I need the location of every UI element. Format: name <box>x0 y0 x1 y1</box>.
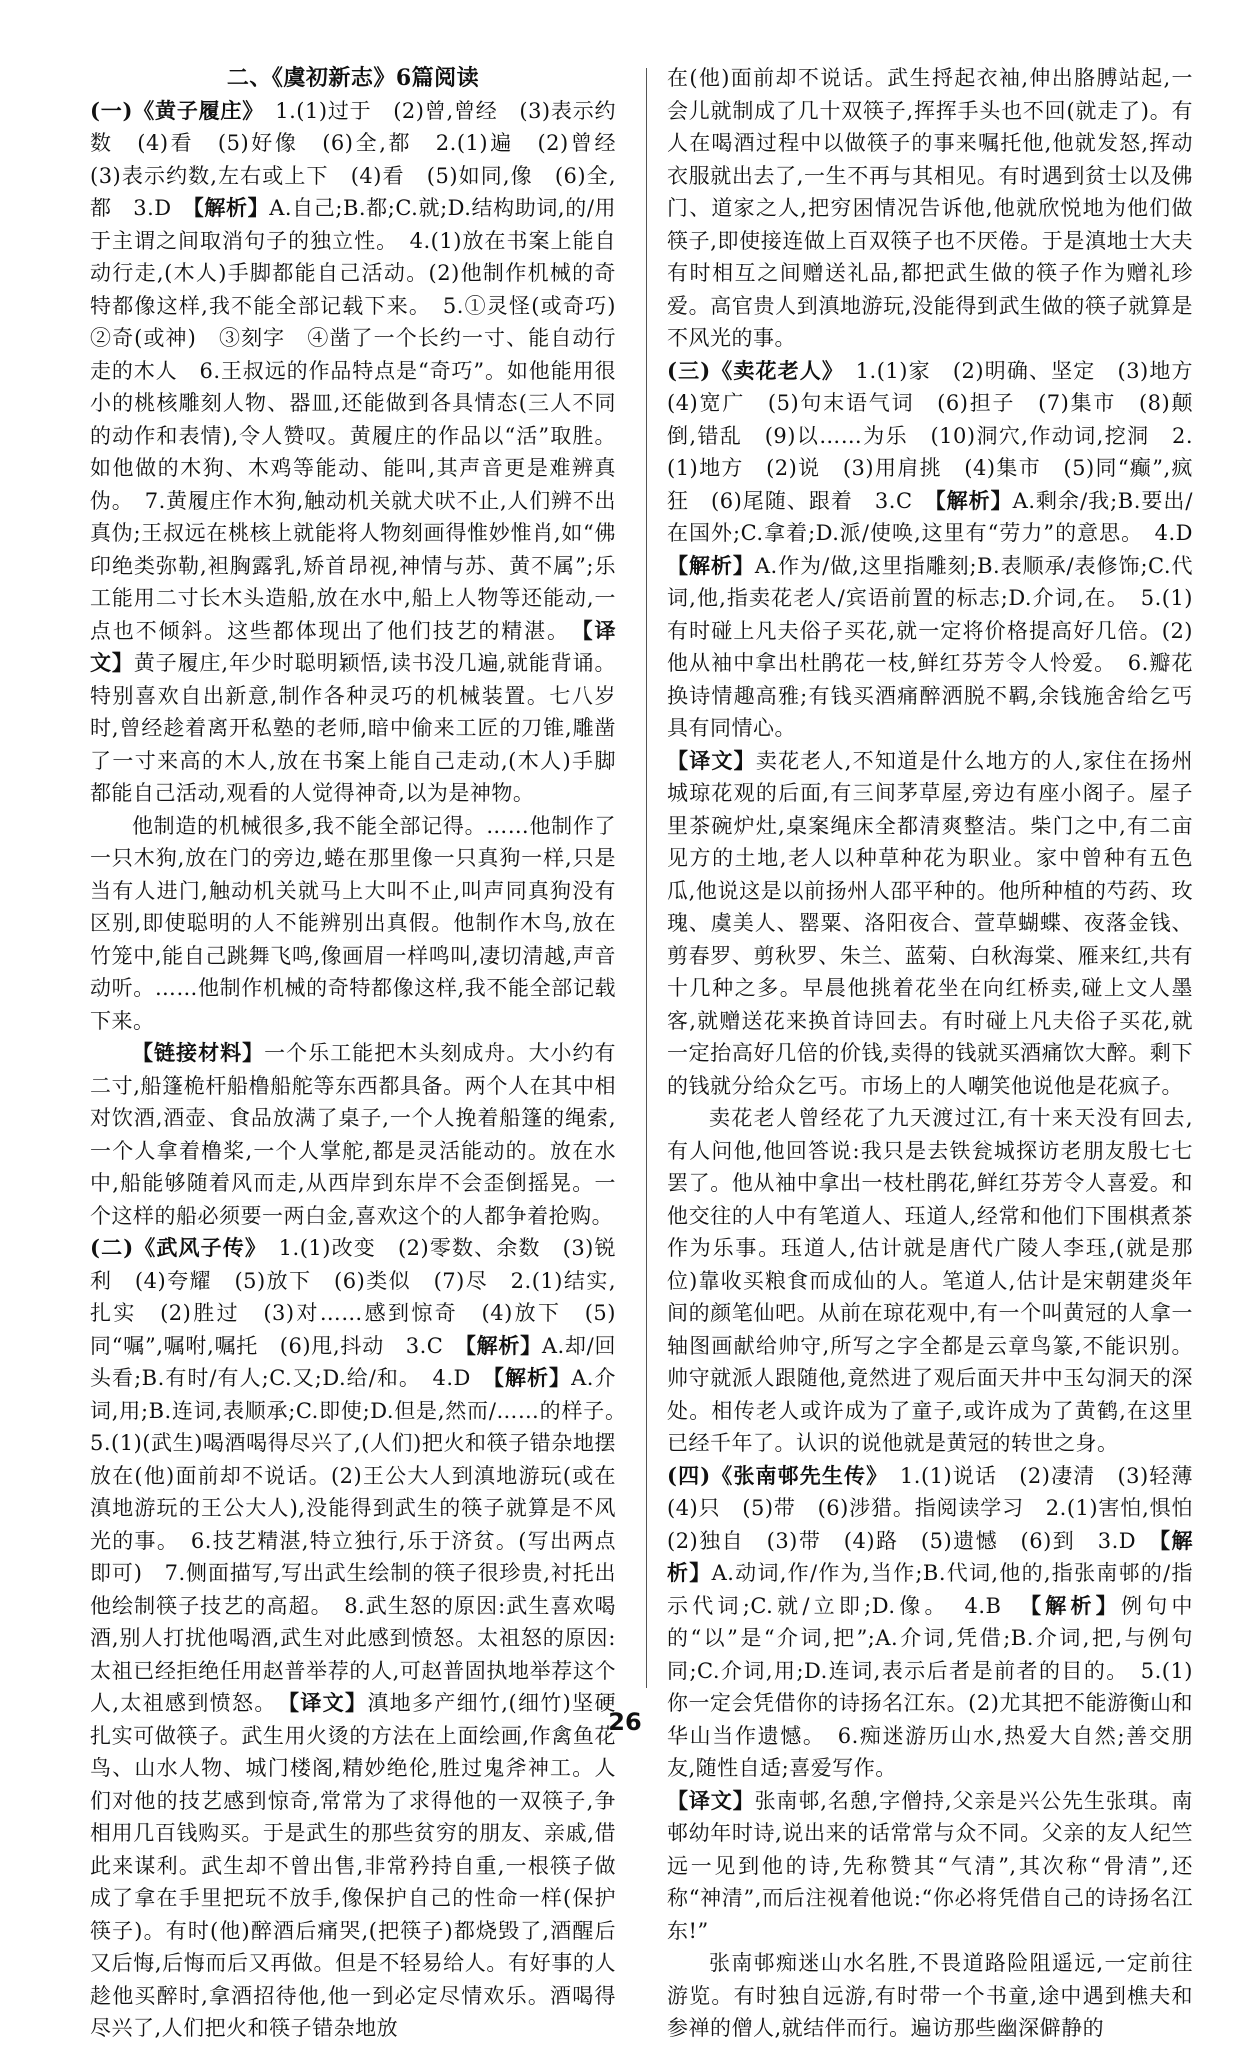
page-number: 26 <box>608 1708 642 1736</box>
text-run: 卖花老人,不知道是什么地方的人,家住在扬州城琼花观的后面,有三间茅草屋,旁边有座小阁子。屋子里茶碗炉灶,桌案绳床全都清爽整洁。柴门之中,有二亩见方的土地,老人以种草种花为职业。家中曾种有五色瓜,他说这是以前扬州人邵平种的。他所种植的芍药、玫瑰、虞美人、罂粟、洛阳夜合、萱草蝴蝶、夜落金钱、剪春罗、剪秋罗、朱兰、蓝菊、白秋海棠、雁来红,共有十几种之多。早晨他挑着花坐在向红桥卖,碰上文人墨客,就赠送花来换首诗回去。有时碰上凡夫俗子买花,就一定抬高好几倍的价钱,卖得的钱就买酒痛饮大醉。剩下的钱就分给众乞丐。市场上的人嘲笑他说他是花疯子。 <box>667 748 1193 1098</box>
bold-label: (四)《张南邨先生传》 <box>667 1462 878 1488</box>
right-column <box>667 62 1215 2045</box>
bold-label: 【解析】 <box>935 487 1013 513</box>
text-run: 例句中的“以”是“介词,把”;A.介词,凭借;B.介词,把,与例句同;C.介词,用;D.连词,表示后者是前者的目的。 5.(1)你一定会凭借你的诗扬名江东。(2)尤其把不能游衡山和华山当作遗憾。 6.痴迷游历山水,热爱大自然;善交朋友,随性自适;喜爱写作。 <box>667 1593 1194 1780</box>
text-run: A.作为/做,这里指雕刻;B.表顺承/表修饰;C.代词,他,指卖花老人/宾语前置的标志;D.介词,在。 5.(1)有时碰上凡夫俗子买花,就一定将价格提高好几倍。(2)他从袖中拿出杜鹃花一枝,鲜红芬芳令人怜爱。 6.瓣花换诗情趣高雅;有钱买酒痛醉洒脱不羁,余钱施舍给乞丐具有同情心。 <box>667 553 1194 740</box>
bold-label: 【解析】 <box>667 552 755 578</box>
text-run: A.介词,用;B.连词,表顺承;C.即使;D.但是,然而/……的样子。 5.(1)(武生)喝酒喝得尽兴了,(人们)把火和筷子错杂地摆放在(他)面前却不说话。(2)王公大人到滇地游玩(或在滇地游玩的王公大人),没能得到武生的筷子就算是不风光的事。 6.技艺精湛,特立独行,乐于济贫。(写出两点即可) 7.侧面描写,写出武生绘制的筷子很珍贵,衬托出他绘制筷子技艺的高超。 8.武生怒的原因:武生喜欢喝酒,别人打扰他喝酒,武生对此感到愤怒。太祖怒的原因:太祖已经拒绝任用赵普举荐的人,可赵普固执地举荐这个人,太祖感到愤怒。 <box>90 1366 638 1715</box>
column-divider <box>646 68 647 1688</box>
bold-label: 【解析】 <box>493 1365 572 1390</box>
paragraph-zhang-translation-2: 张南邨痴迷山水名胜,不畏道路险阻遥远,一定前往游览。有时独自远游,有时带一个书童,途中遇到樵夫和参禅的僧人,就结伴而行。遍访那些幽深僻静的 <box>667 1951 1193 2040</box>
section-title: 二、《虞初新志》6篇阅读 <box>226 65 480 91</box>
text-run: 1.(1)改变 (2)零数、余数 (3)锐利 (4)夸耀 (5)放下 (6)类似 (7)尽 2.(1)结实,扎实 (2)胜过 (3)对……感到惊奇 (4)放下 (5)同“嘱”,嘱咐,嘱托 (6)甩,抖动 3.C <box>90 1236 617 1358</box>
text-run: 黄子履庄,年少时聪明颖悟,读书没几遍,就能背诵。特别喜欢自出新意,制作各种灵巧的机械装置。七八岁时,曾经趁着离开私塾的老师,暗中偷来工匠的刀锥,雕凿了一寸来高的木人,放在书案上能自己走动,(木人)手脚都能自己活动,观看的人觉得神奇,以为是神物。 <box>90 651 617 805</box>
text-run: 1.(1)说话 (2)凄清 (3)轻薄 (4)只 (5)带 (6)涉猎。指阅读学习 2.(1)害怕,惧怕 (2)独自 (3)带 (4)路 (5)遗憾 (6)到 3.D <box>667 1463 1215 1553</box>
paragraph-flower-seller-translation <box>667 745 1193 1103</box>
paragraph-wufengzi-cont: 在(他)面前却不说话。武生捋起衣袖,伸出胳膊站起,一会儿就制成了几十双筷子,挥挥手头也不回(就走了)。有人在喝酒过程中以做筷子的事来嘱托他,他就发怒,挥动衣服就出去了,一生不再与其相见。有时遇到贫士以及佛门、道家之人,把穷困情况告诉他,他就欣悦地为他们做筷子,即使接连做上百双筷子也不厌倦。于是滇地士大夫有时相互之间赠送礼品,都把武生做的筷子作为赠礼珍爱。高官贵人到滇地游玩,没能得到武生做的筷子就算是不风光的事。 <box>667 66 1193 350</box>
text-run: A.剩余/我;B.要出/在国外;C.拿着;D.派/使唤,这里有“劳力”的意思。 4.D <box>667 488 1215 545</box>
bold-label: 【链接材料】 <box>132 1040 265 1065</box>
paragraph-huang-answers <box>90 95 638 810</box>
paragraph-flower-seller-translation-2: 卖花老人曾经花了九天渡过江,有十来天没有回去,有人问他,他回答说:我只是去铁瓮城探访老朋友殷七七罢了。他从袖中拿出一枝杜鹃花,鲜红芬芳令人喜爱。和他交往的人中有笔道人、珏道人,经常和他们下围棋煮茶作为乐事。珏道人,估计就是唐代广陵人李珏,(就是那位)靠收买粮食而成仙的人。笔道人,估计是宋朝建炎年间的颜笔仙吧。从前在琼花观中,有一个叫黄冠的人拿一轴图画献给帅守,所写之字全都是云章鸟篆,不能识别。帅守就派人跟随他,竟然进了观后面天井中玉勾洞天的深处。相传老人或许成为了童子,或许成为了黄鹤,在这里已经千年了。认识的说他就是黄冠的转世之身。 <box>667 1106 1193 1455</box>
text-run: 滇地多产细竹,(细竹)坚硬扎实可做筷子。武生用火烫的方法在上面绘画,作禽鱼花鸟、山水人物、城门楼阁,精妙绝伦,胜过鬼斧神工。人们对他的技艺感到惊奇,常常为了求得他的一双筷子,争相用几百钱购买。于是武生的那些贫穷的朋友、亲戚,借此来谋利。武生却不曾出售,非常矜持自重,一根筷子做成了拿在手里把玩不放手,像保护自己的性命一样(保护筷子)。有时(他)醉酒后痛哭,(把筷子)都烧毁了,酒醒后又后悔,后悔而后又再做。但是不轻易给人。有好事的人趁他买醉时,拿酒招待他,他一到必定尽情欢乐。酒喝得尽兴了,人们把火和筷子错杂地放 <box>90 1691 617 2040</box>
paragraph-linked-material <box>90 1037 616 1232</box>
text-run: A.却/回头看;B.有时/有人;C.又;D.给/和。 4.D <box>90 1333 616 1390</box>
text-run: 1.(1)家 (2)明确、坚定 (3)地方 (4)宽广 (5)句末语气词 (6)担子 (7)集市 (8)颠倒,错乱 (9)以……为乐 (10)洞穴,作动词,挖洞 2.(1)地方 (2)说 (3)用肩挑 (4)集市 (5)同“癫”,疯狂 (6)尾随、跟着 3.C <box>667 358 1215 513</box>
bold-label: (三)《卖花老人》 <box>667 357 834 383</box>
bold-label: 【译文】 <box>667 747 756 773</box>
paragraph-flower-seller-answers <box>667 355 1215 745</box>
bold-label: 【译文】 <box>667 1787 755 1813</box>
text-run: 一个乐工能把木头刻成舟。大小约有二寸,船篷桅杆船橹船舵等东西都具备。两个人在其中相对饮酒,酒壶、食品放满了桌子,一个人挽着船篷的绳索,一个人拿着橹桨,一个人掌舵,都是灵活能动的。放在水中,船能够随着风而走,从西岸到东岸不会歪倒摇晃。一个这样的船必须要一两白金,喜欢这个的人都争着抢购。 <box>90 1041 617 1228</box>
text-run: A.自己;B.都;C.就;D.结构助词,的/用于主谓之间取消句子的独立性。 4.(1)放在书案上能自动行走,(木人)手脚都能自己活动。(2)他制作机械的奇特都像这样,我不能全部记载下来。 5.①灵怪(或奇巧) ②奇(或神) ③刻字 ④凿了一个长约一寸、能自动行走的木人 6.王叔远的作品特点是“奇巧”。如他能用很小的桃核雕刻人物、器皿,还能做到各具情态(三人不同的动作和表情),令人赞叹。黄履庄的作品以“活”取胜。如他做的木狗、木鸡等能动、能叫,其声音更是难辨真伪。 7.黄履庄作木狗,触动机关就犬吠不止,人们辨不出真伪;王叔远在桃核上就能将人物刻画得惟妙惟肖,如“佛印绝类弥勒,袒胸露乳,矫首昂视,神情与苏、黄不属”;乐工能用二寸长木头造船,放在水中,船上人物等还能动,一点也不倾斜。这些都体现出了他们技艺的精湛。 <box>90 196 638 643</box>
bold-label: 【解析】 <box>667 1527 1194 1585</box>
bold-label: 【解析】 <box>1030 1592 1121 1618</box>
text-run: A.动词,作/作为,当作;B.代词,他的,指张南邨的/指示代词;C.就/立即;D.像。 4.B <box>667 1561 1194 1618</box>
text-run: 张南邨,名憩,字僧持,父亲是兴公先生张琪。南邨幼年时诗,说出来的话常常与众不同。父亲的友人纪竺远一见到他的诗,先称赞其“气清”,其次称“骨清”,还称“神清”,而后注视着他说:“你必将凭借自己的诗扬名江东!” <box>667 1788 1194 1943</box>
bold-label: 【解析】 <box>193 195 270 220</box>
bold-label: (二)《武风子传》 <box>90 1235 257 1260</box>
text-run: 1.(1)过于 (2)曾,曾经 (3)表示约数 (4)看 (5)好像 (6)全,都 2.(1)遍 (2)曾经 (3)表示约数,左右或上下 (4)看 (5)如同,像 (6)全,都 3.D <box>90 98 638 220</box>
paragraph-huang-translation-2: 他制造的机械很多,我不能全部记得。……他制作了一只木狗,放在门的旁边,蜷在那里像一只真狗一样,只是当有人进门,触动机关就马上大叫不止,叫声同真狗没有区别,即使聪明的人不能辨别出真假。他制作木鸟,放在竹笼中,能自己跳舞飞鸣,像画眉一样鸣叫,凄切清越,声音动听。……他制作机械的奇特都像这样,我不能全部记载下来。 <box>90 813 616 1033</box>
bold-label: 【解析】 <box>465 1332 542 1358</box>
bold-label: 【译文】 <box>288 1690 368 1715</box>
bold-label: (一)《黄子履庄》 <box>90 97 254 123</box>
paragraph-zhang-translation <box>667 1785 1193 1948</box>
bold-label: 【译文】 <box>90 617 617 675</box>
